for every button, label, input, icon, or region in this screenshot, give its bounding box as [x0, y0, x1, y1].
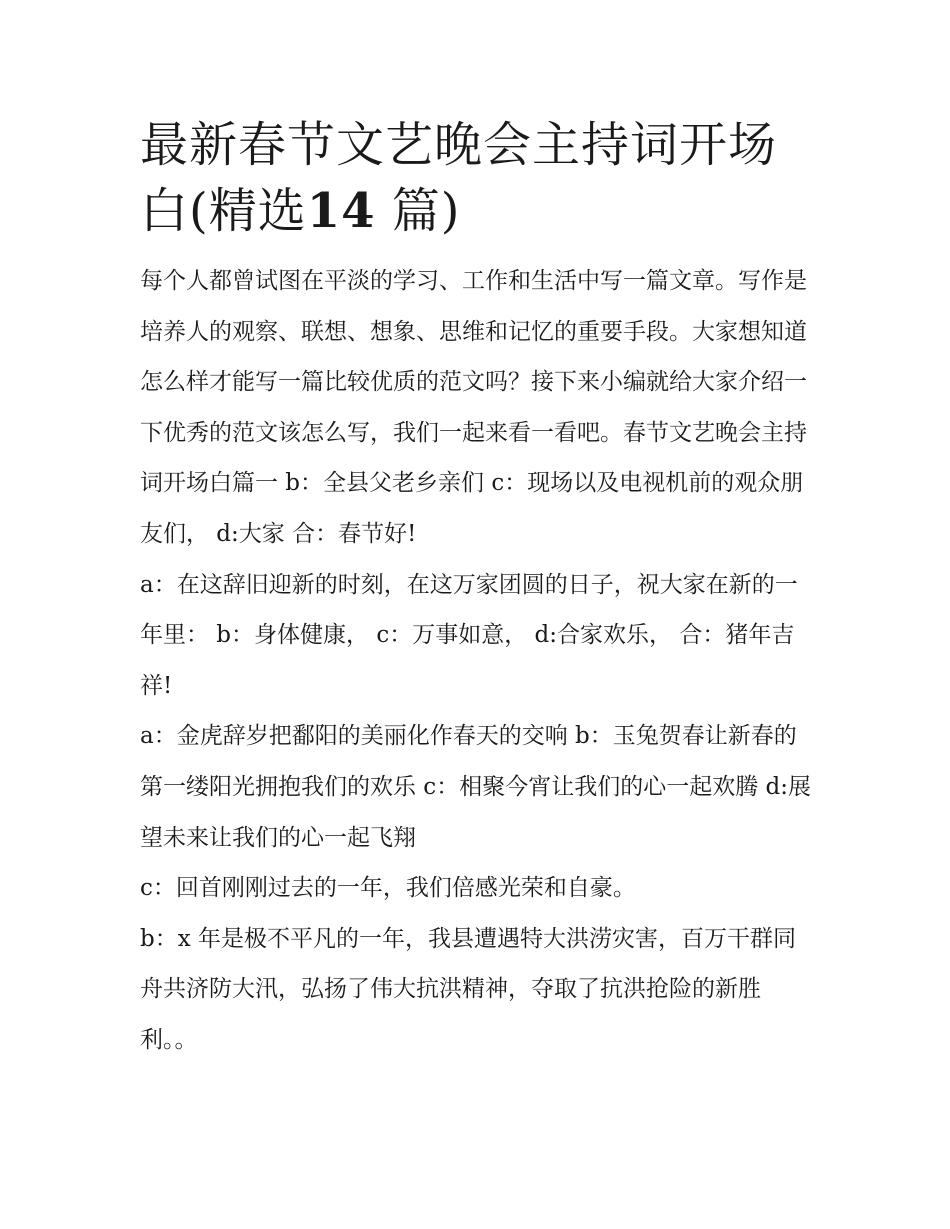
document-title — [140, 112, 812, 244]
document-page — [140, 112, 812, 1066]
paragraph-flood: b：x 年是极不平凡的一年，我县遭遇特大洪涝灾害，百万干群同舟共济防大汛，弘扬了伟大抗洪精神，夺取了抗洪抢险的新胜利。。 — [140, 925, 797, 1053]
paragraph-intro: 每个人都曾试图在平淡的学习、工作和生活中写一篇文章。写作是培养人的观察、联想、想象、思维和记忆的重要手段。大家想知道怎么样才能写一篇比较优质的范文吗？接下来小编就给大家介绍一下优秀的范文该怎么写，我们一起来看一看吧。春节文艺晚会主持词开场白篇一 b：全县父老乡亲们 c：现场以及电视机前的观众朋友们， d:大家 合：春节好! — [140, 268, 807, 547]
title-text-part2: 篇) — [391, 183, 461, 239]
title-text-part1: 最新春节文艺晚会主持词开场白(精选 — [140, 117, 778, 239]
paragraph-celebration: a：金虎辞岁把鄱阳的美丽化作春天的交响 b：玉兔贺春让新春的第一缕阳光拥抱我们的欢乐 c：相聚今宵让我们的心一起欢腾 d:展望未来让我们的心一起飞翔 — [140, 723, 811, 851]
paragraph-greeting: a：在这辞旧迎新的时刻，在这万家团圆的日子，祝大家在新的一年里： b：身体健康， c：万事如意， d:合家欢乐， 合：猪年吉祥! — [140, 571, 798, 699]
title-number: 14 — [306, 183, 376, 239]
paragraph-review: c：回首刚刚过去的一年，我们倍感光荣和自豪。 — [140, 875, 636, 902]
